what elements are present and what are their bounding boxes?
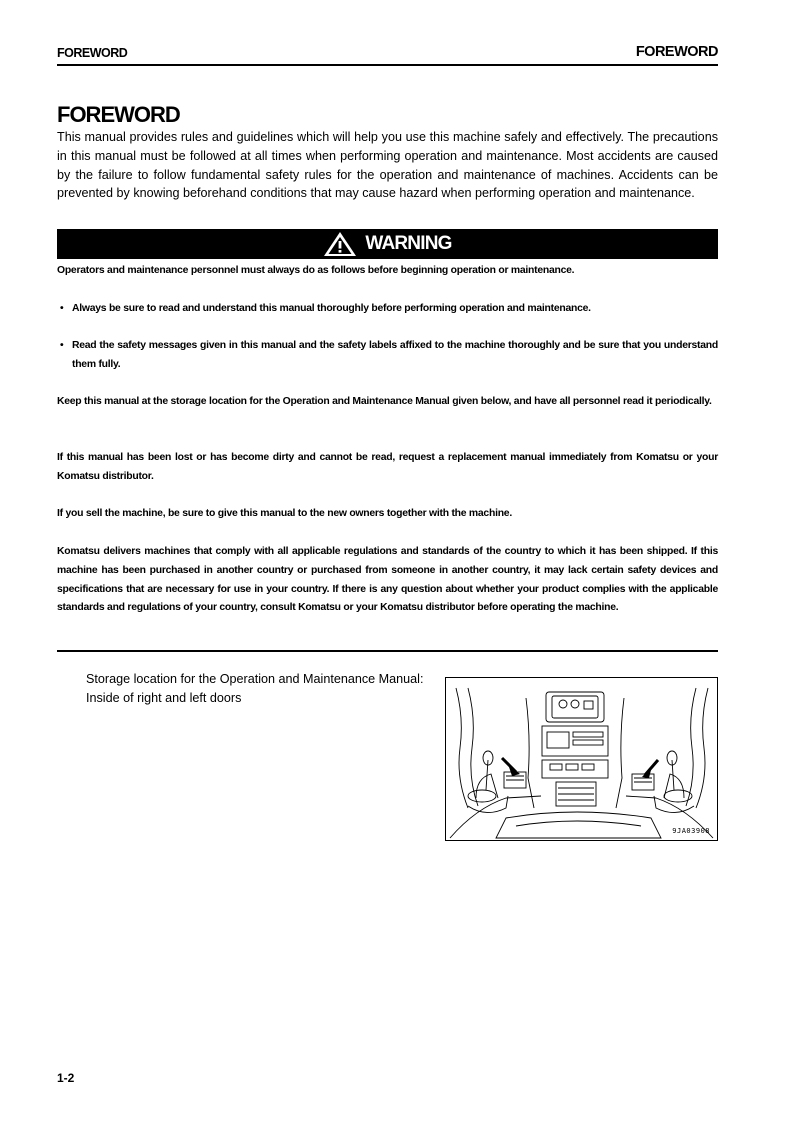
storage-line: Storage location for the Operation and Maintenance Manual: <box>86 672 424 686</box>
running-header-left: FOREWORD <box>57 46 128 60</box>
warning-bullet <box>60 337 718 375</box>
storage-line: Inside of right and left doors <box>86 691 242 705</box>
warning-paragraph: Keep this manual at the storage location for the Operation and Maintenance Manual given below, and have all personnel read it periodically. <box>57 396 712 407</box>
section-rule <box>57 650 718 652</box>
bullet-text: Always be sure to read and understand this manual thoroughly before performing operation and maintenance. <box>72 303 591 314</box>
bullet-marker: • <box>60 303 64 314</box>
warning-lead: Operators and maintenance personnel must always do as follows before beginning operation or maintenance. <box>57 265 575 276</box>
running-header-right: FOREWORD <box>635 44 718 60</box>
bullet-text: Read the safety messages given in this manual and the safety labels affixed to the machine thoroughly and be sure that you understand them fully. <box>72 340 718 370</box>
bullet-marker: • <box>60 340 64 351</box>
storage-location-text <box>86 670 423 708</box>
header-rule <box>57 64 718 66</box>
warning-triangle-icon <box>323 231 357 257</box>
page-number: 1-2 <box>57 1071 75 1085</box>
intro-paragraph: This manual provides rules and guidelines which will help you use this machine safely and effectively. The precautions in this manual must be followed at all times when performing operation and maintenance. Most accidents are caused by the failure to follow fundamental safety rules for the operation and maintenance of machines. Accidents can be prevented by knowing beforehand conditions that may cause hazard when performing operation and maintenance. <box>57 130 718 201</box>
warning-bullet <box>60 300 718 319</box>
page-title: FOREWORD <box>57 102 180 127</box>
figure-code: 9JA03908 <box>672 827 710 835</box>
cab-interior-illustration <box>446 678 717 840</box>
warning-paragraph: Komatsu delivers machines that comply with all applicable regulations and standards of the country to which it has been shipped. If this machine has been purchased in another country or purchased from someone in another country, it may lack certain safety devices and specifications that are necessary for use in your country. If there is any question about whether your product complies with the applicable standards and regulations of your country, consult Komatsu or your Komatsu distributor before operating the machine. <box>57 546 718 614</box>
warning-label: WARNING <box>365 233 452 254</box>
warning-paragraph: If you sell the machine, be sure to give this manual to the new owners together with the machine. <box>57 508 512 519</box>
warning-banner <box>57 229 718 259</box>
storage-location-figure <box>445 677 718 841</box>
warning-paragraph: If this manual has been lost or has become dirty and cannot be read, request a replacement manual immediately from Komatsu or your Komatsu distributor. <box>57 452 718 482</box>
